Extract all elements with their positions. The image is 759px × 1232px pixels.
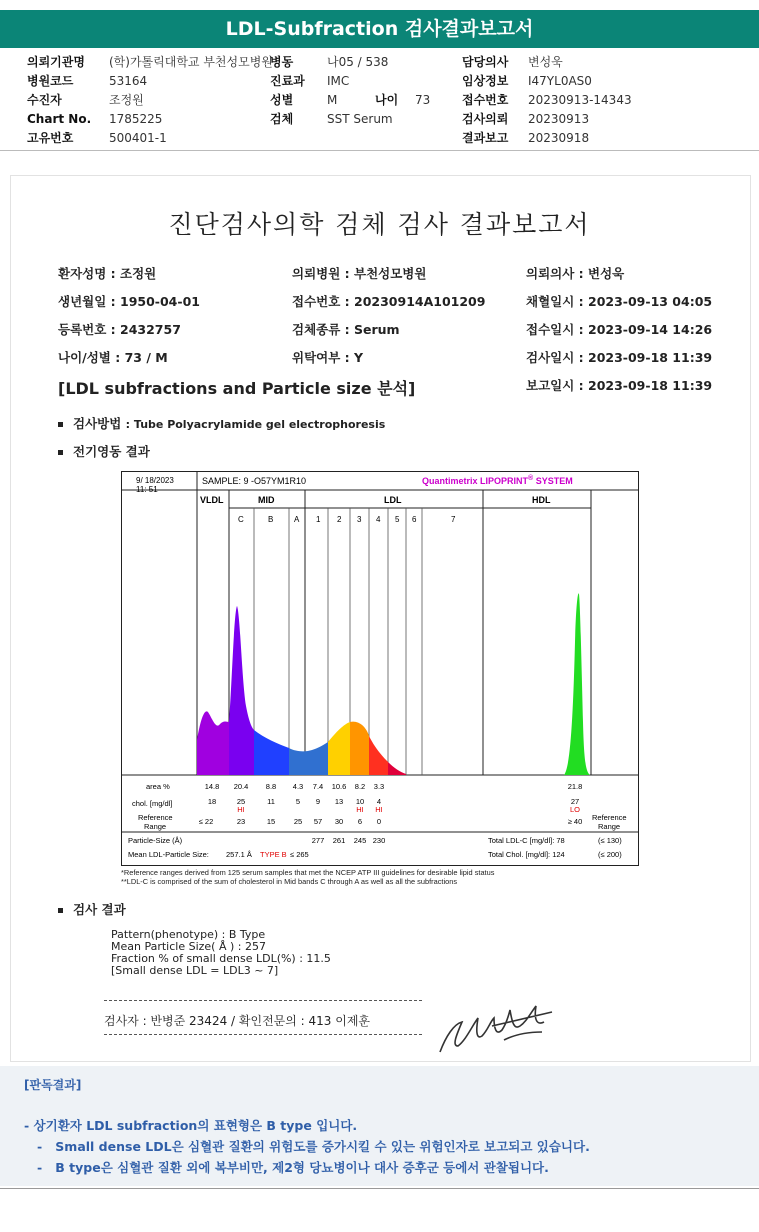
peak-vldl — [197, 711, 229, 775]
ref-value: 25 — [293, 817, 303, 826]
row-label-ref1: Reference — [138, 813, 173, 822]
row-label-ref-right2: Range — [598, 822, 621, 831]
particle-size-value: 261 — [332, 836, 346, 845]
ref-value: ≤ 22 — [198, 817, 214, 826]
area-value: 7.4 — [312, 782, 324, 791]
header-key-age: 나이 — [375, 93, 399, 107]
info-specimen: 검체종류 : Serum — [292, 322, 400, 337]
ref-value: 0 — [376, 817, 382, 826]
info-tested: 검사일시 : 2023-09-18 11:39 — [526, 350, 713, 365]
result-heading — [58, 900, 126, 918]
info-outsourced: 위탁여부 : Y — [292, 350, 364, 365]
report-title: 진단검사의학 검체 검사 결과보고서 — [168, 210, 591, 239]
header-key: 검체 — [270, 112, 294, 126]
method-value: : Tube Polyacrylamide gel electrophoresis — [125, 418, 386, 431]
row-label-mean: Mean LDL-Particle Size: — [128, 850, 209, 859]
ref-value: 57 — [313, 817, 323, 826]
area-value: 20.4 — [233, 782, 249, 791]
row-label-size: Particle-Size (Å) — [128, 836, 183, 845]
total-chol-ref: (≤ 200) — [598, 850, 622, 859]
band-label-6: 6 — [412, 515, 417, 524]
info-birth: 생년월일 : 1950-04-01 — [58, 294, 200, 309]
header-key: 병원코드 — [27, 74, 74, 88]
result-line: Fraction % of small dense LDL(%) : 11.5 — [111, 952, 331, 965]
info-reported: 보고일시 : 2023-09-18 11:39 — [526, 378, 713, 393]
chol-value: 4 — [376, 797, 382, 806]
chol-value: 10 — [355, 797, 365, 806]
chol-value: 25 — [236, 797, 246, 806]
header-key: 병동 — [270, 55, 294, 69]
chart-brand — [422, 474, 573, 486]
section-title: [LDL subfractions and Particle size 분석] — [58, 379, 416, 398]
band-label-7: 7 — [451, 515, 456, 524]
interpretation-title: [판독결과] — [24, 1078, 82, 1092]
info-doctor: 의뢰의사 : 변성욱 — [526, 266, 625, 281]
chol-value: 18 — [207, 797, 217, 806]
peak-ldl3 — [369, 736, 388, 775]
total-ldl-ref: (≤ 130) — [598, 836, 622, 845]
header-value: 500401-1 — [109, 131, 167, 145]
header-key: Chart No. — [27, 112, 92, 126]
bullet-dot — [58, 908, 63, 913]
mean-size-ref: ≤ 265 — [290, 850, 309, 859]
header-value: 조정원 — [109, 93, 144, 107]
header-value: M — [327, 93, 338, 107]
header-key: 진료과 — [270, 74, 305, 88]
ref-value: ≥ 40 — [567, 817, 583, 826]
flag-value: HI — [237, 805, 245, 814]
chart-svg — [122, 472, 638, 865]
chart-table — [128, 782, 627, 859]
total-chol: Total Chol. [mg/dl]: 124 — [488, 850, 565, 859]
header-key: 담당의사 — [462, 55, 509, 69]
chart-time: 11: 51 — [136, 485, 158, 494]
flag-value: HI — [375, 805, 383, 814]
peak-ldl2 — [350, 722, 369, 775]
info-hospital: 의뢰병원 : 부천성모병원 — [292, 266, 427, 281]
ref-value: 15 — [266, 817, 276, 826]
header-key: 접수번호 — [462, 93, 509, 107]
peak-ldl1 — [328, 722, 350, 775]
chol-value: 5 — [295, 797, 301, 806]
bullet-dot — [58, 450, 63, 455]
particle-size-value: 245 — [353, 836, 367, 845]
band-label-4: 4 — [376, 515, 381, 524]
mean-size-type: TYPE B — [260, 850, 287, 859]
header-value: SST Serum — [327, 112, 393, 126]
info-reg-no: 등록번호 : 2432757 — [58, 322, 181, 337]
header-value: 53164 — [109, 74, 148, 88]
band-label-5: 5 — [395, 515, 400, 524]
header-value: 1785225 — [109, 112, 163, 126]
header-value: 20230918 — [528, 131, 590, 145]
interpretation-line: - 상기환자 LDL subfraction의 표현형은 B type 입니다. — [24, 1118, 358, 1133]
area-value: 3.3 — [373, 782, 385, 791]
peak-hdl — [564, 593, 590, 775]
area-value: 8.8 — [265, 782, 277, 791]
ref-value: 23 — [236, 817, 246, 826]
total-ldl: Total LDL-C [mg/dl]: 78 — [488, 836, 565, 845]
header-key: 의뢰기관명 — [27, 55, 85, 69]
header-col-1 — [27, 53, 273, 148]
group-label-mid: MID — [258, 495, 275, 505]
group-label-hdl: HDL — [532, 495, 551, 505]
brand-mark: ® — [528, 475, 534, 482]
area-value: 4.3 — [292, 782, 304, 791]
group-label-ldl: LDL — [384, 495, 402, 505]
header-divider — [0, 150, 759, 151]
result-lines — [111, 929, 331, 977]
header-value: 20230913-14343 — [528, 93, 632, 107]
band-label-b: B — [268, 515, 274, 524]
band-label-3: 3 — [357, 515, 362, 524]
handwritten-signature — [432, 996, 562, 1058]
result-line: Pattern(phenotype) : B Type — [111, 928, 266, 941]
header-key: 임상정보 — [462, 74, 509, 88]
chol-value: 13 — [334, 797, 344, 806]
report-banner: LDL-Subfraction 검사결과보고서 — [0, 10, 759, 48]
row-label-ref2: Range — [144, 822, 167, 831]
result-line: Mean Particle Size( Å ) : 257 — [111, 940, 266, 953]
chart-frame — [122, 472, 638, 832]
info-receipt-no: 접수번호 : 20230914A101209 — [292, 294, 486, 309]
header-value-age: 73 — [415, 93, 431, 107]
header-value: I47YL0AS0 — [528, 74, 592, 88]
footnote-2: **LDL-C is comprised of the sum of cholesterol in Mid bands C through A as well as all the subfractions — [121, 876, 458, 886]
group-label-vldl: VLDL — [200, 495, 224, 505]
brand-name: Quantimetrix LIPOPRINT — [422, 476, 529, 486]
header-value: 20230913 — [528, 112, 590, 126]
peak-mid-c — [229, 606, 254, 775]
header-col-3 — [462, 53, 632, 148]
chol-value: 9 — [315, 797, 321, 806]
band-label-c: C — [238, 515, 244, 524]
footer-divider — [0, 1188, 759, 1189]
header-value: 나05 / 538 — [327, 55, 389, 69]
flag-value: HI — [356, 805, 364, 814]
info-received: 접수일시 : 2023-09-14 14:26 — [526, 322, 713, 337]
area-value: 21.8 — [567, 782, 583, 791]
signature-divider-bottom — [104, 1034, 422, 1035]
mean-size-value: 257.1 Å — [226, 850, 252, 859]
area-value: 8.2 — [354, 782, 366, 791]
info-age-sex: 나이/성별 : 73 / M — [58, 350, 168, 365]
header-key: 검사의뢰 — [462, 112, 509, 126]
method-label: 검사방법 — [73, 416, 122, 431]
row-label-chol: chol. [mg/dl] — [132, 799, 173, 808]
header-key: 성별 — [270, 93, 294, 107]
info-collected: 채혈일시 : 2023-09-13 04:05 — [526, 294, 713, 309]
electro-line — [58, 442, 150, 460]
signature-divider-top — [104, 1000, 422, 1001]
chart-footnotes — [121, 869, 494, 886]
examiner-line: 검사자 : 반병준 23424 / 확인전문의 : 413 이제훈 — [104, 1014, 371, 1028]
interpretation-panel — [0, 1066, 759, 1186]
particle-size-value: 230 — [372, 836, 386, 845]
header-key: 고유번호 — [27, 131, 74, 145]
result-line: [Small dense LDL = LDL3 ~ 7] — [111, 964, 279, 977]
area-value: 14.8 — [204, 782, 220, 791]
brand-suffix: SYSTEM — [533, 476, 573, 486]
chol-value: 11 — [267, 797, 275, 806]
header-key: 수진자 — [27, 93, 62, 107]
result-label: 검사 결과 — [73, 902, 126, 917]
band-label-2: 2 — [337, 515, 342, 524]
header-value: IMC — [327, 74, 350, 88]
particle-size-value: 277 — [311, 836, 325, 845]
flag-value: LO — [569, 805, 581, 814]
area-value: 10.6 — [331, 782, 347, 791]
chol-value: 27 — [570, 797, 580, 806]
row-label-ref-right1: Reference — [592, 813, 627, 822]
peak-ldl4 — [388, 762, 406, 775]
band-label-a: A — [294, 515, 300, 524]
electro-label: 전기영동 결과 — [73, 444, 150, 459]
ref-value: 30 — [334, 817, 344, 826]
electrophoresis-chart — [121, 471, 639, 866]
row-label-area: area % — [146, 782, 170, 791]
bullet-dot — [58, 422, 63, 427]
method-line — [58, 414, 385, 432]
ref-value: 6 — [357, 817, 363, 826]
electrophoresis-peaks — [197, 593, 590, 775]
peak-mid-a — [289, 742, 328, 775]
header-col-2 — [270, 53, 430, 129]
chart-date: 9/ 18/2023 — [136, 476, 174, 485]
interpretation-line: - B type은 심혈관 질환 외에 복부비만, 제2형 당뇨병이나 대사 증후군 등에서 관찰됩니다. — [24, 1160, 549, 1175]
interpretation-line: - Small dense LDL은 심혈관 질환의 위험도를 증가시킬 수 있는 위험인자로 보고되고 있습니다. — [24, 1139, 590, 1154]
chart-sample: SAMPLE: 9 -O57YM1R10 — [202, 476, 307, 486]
header-key: 결과보고 — [462, 131, 509, 145]
info-name: 환자성명 : 조정원 — [58, 266, 157, 281]
peak-mid-b — [254, 730, 289, 775]
footnote-1: *Reference ranges derived from 125 serum samples that met the NCEP ATP III guidelines for desirable lipid status — [121, 868, 495, 877]
header-value: (학)가톨릭대학교 부천성모병원 — [109, 55, 273, 69]
band-label-1: 1 — [316, 515, 321, 524]
header-value: 변성욱 — [528, 55, 563, 69]
